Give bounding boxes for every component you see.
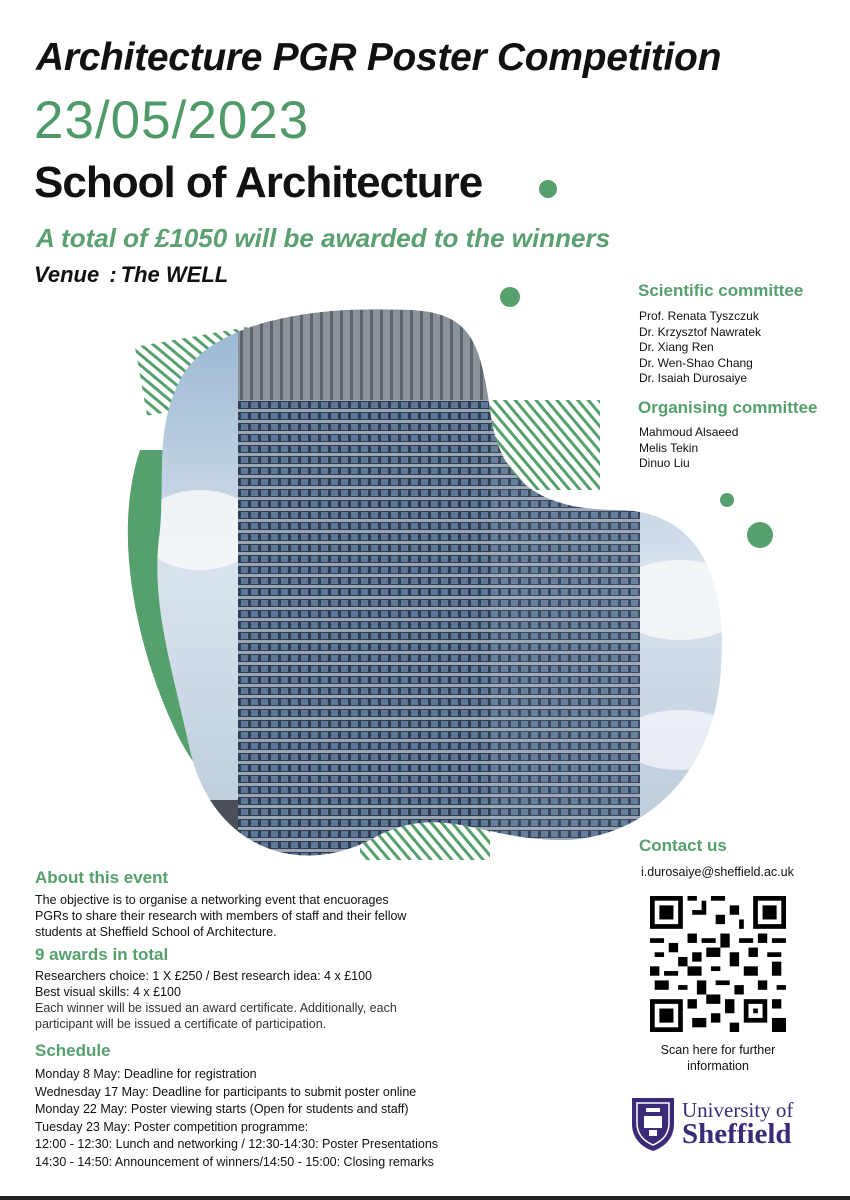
poster-title: Architecture PGR Poster Competition	[36, 36, 722, 79]
list-item: Dr. Wen-Shao Chang	[639, 355, 753, 370]
awards-line: Best visual skills: 4 x £100	[35, 985, 181, 999]
contact-heading: Contact us	[639, 836, 727, 855]
about-line: students at Sheffield School of Architecture.	[35, 925, 277, 939]
list-item: Dr. Krzysztof Nawratek	[639, 324, 762, 339]
schedule-item: Wednesday 17 May: Deadline for participants to submit poster online	[35, 1084, 417, 1099]
about-heading: About this event	[35, 868, 169, 887]
green-dot-decoration	[500, 287, 520, 307]
schedule-item: 14:30 - 14:50: Announcement of winners/14:50 - 15:00: Closing remarks	[35, 1154, 434, 1169]
venue-label: Venue	[34, 262, 100, 287]
scan-text	[630, 1042, 806, 1074]
schedule-item: Monday 8 May: Deadline for registration	[35, 1067, 257, 1081]
shield-icon	[630, 1096, 676, 1152]
bottom-divider	[0, 1196, 850, 1200]
scientific-committee-list	[639, 309, 761, 387]
awards-line: Researchers choice: 1 X £250 / Best research idea: 4 x £100	[35, 969, 372, 983]
list-item: Dr. Xiang Ren	[639, 340, 714, 354]
schedule-item: 12:00 - 12:30: Lunch and networking / 12:30-14:30: Poster Presentations	[35, 1137, 439, 1151]
list-item: Melis Tekin	[639, 440, 699, 455]
about-text	[35, 892, 406, 940]
school-name: School of Architecture	[34, 158, 483, 207]
award-total: A total of £1050 will be awarded to the winners	[36, 223, 611, 253]
venue-value: The WELL	[120, 262, 229, 287]
schedule-item: Tuesday 23 May: Poster competition programme:	[35, 1119, 309, 1134]
organising-committee-heading: Organising committee	[638, 398, 818, 417]
scientific-committee-heading: Scientific committee	[638, 281, 804, 300]
green-dot-decoration	[720, 493, 734, 507]
awards-text	[35, 968, 397, 1032]
green-dot-decoration	[539, 180, 557, 198]
venue-separator: :	[109, 262, 117, 287]
list-item: Dr. Isaiah Durosaiye	[639, 371, 748, 385]
about-line: The objective is to organise a networking event that encuorages	[35, 893, 389, 907]
awards-line: Each winner will be issued an award certificate. Additionally, each	[35, 1001, 397, 1015]
awards-heading: 9 awards in total	[35, 945, 169, 964]
scan-text-line: Scan here for further	[660, 1043, 776, 1057]
event-date: 23/05/2023	[34, 91, 310, 150]
list-item: Prof. Renata Tyszczuk	[639, 309, 759, 323]
contact-email[interactable]: i.durosaiye@sheffield.ac.uk	[641, 865, 794, 879]
scan-text-line: information	[687, 1059, 749, 1073]
schedule-item: Monday 22 May: Poster viewing starts (Open for students and staff)	[35, 1102, 409, 1116]
schedule-list	[35, 1066, 438, 1171]
list-item: Dinuo Liu	[639, 456, 690, 470]
organising-committee-list	[639, 425, 738, 472]
schedule-heading: Schedule	[35, 1041, 111, 1060]
list-item: Mahmoud Alsaeed	[639, 425, 739, 439]
about-line: PGRs to share their research with members of staff and their fellow	[35, 909, 407, 923]
university-logo[interactable]	[630, 1096, 820, 1156]
logo-line-1: University of	[682, 1098, 794, 1122]
awards-line: participant will be issued a certificate of participation.	[35, 1017, 327, 1031]
logo-line-2: Sheffield	[682, 1118, 792, 1150]
green-dot-decoration	[747, 522, 773, 548]
qr-code[interactable]	[650, 896, 786, 1032]
